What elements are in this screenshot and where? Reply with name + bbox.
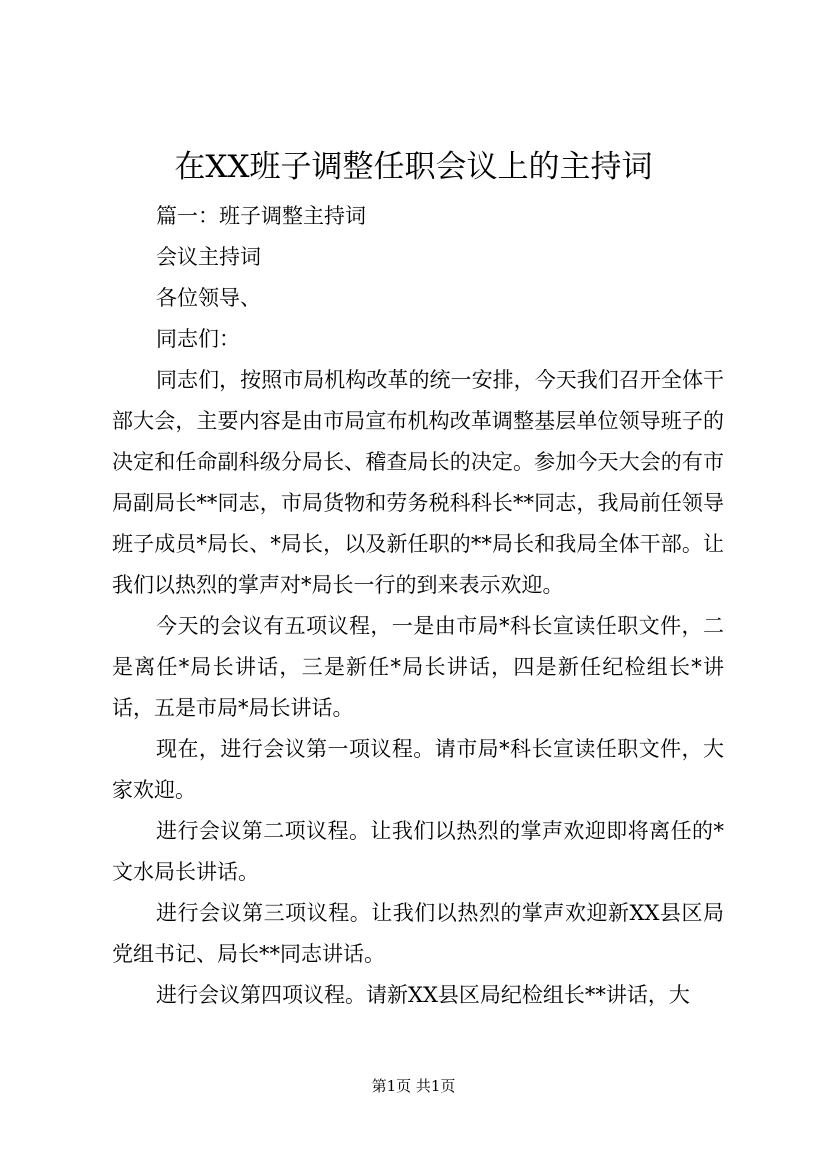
paragraph-item-two: 进行会议第二项议程。让我们以热烈的掌声欢迎即将离任的*文水局长讲话。 (112, 819, 724, 884)
document-title: 在XX班子调整任职会议上的主持词 (174, 149, 653, 185)
paragraph-heading: 篇一：班子调整主持词 (156, 204, 366, 228)
paragraph-opening: 同志们，按照市局机构改革的统一安排，今天我们召开全体干部大会，主要内容是由市局宣布机构改革调整基层单位领导班子的决定和任命副科级分局长、稽查局长的决定。参加今天大会的有市局副局长**同志，市局货物和劳务税科科长**同志，我局前任领导班子成员*局长、*局长，以及新任职的**局长和我局全体干部。让我们以热烈的掌声对*局长一行的到来表示欢迎。 (112, 368, 724, 597)
paragraph-salutation-comrades: 同志们： (156, 327, 240, 351)
paragraph-subheading: 会议主持词 (156, 245, 261, 269)
page-footer: 第1页 共1页 (371, 1077, 456, 1095)
paragraph-agenda: 今天的会议有五项议程，一是由市局*科长宣读任职文件，二是离任*局长讲话，三是新任*局长讲话，四是新任纪检组长*讲话，五是市局*局长讲话。 (112, 614, 724, 720)
paragraph-item-one: 现在，进行会议第一项议程。请市局*科长宣读任职文件，大家欢迎。 (112, 737, 724, 802)
paragraph-item-four: 进行会议第四项议程。请新XX县区局纪检组长**讲话，大 (156, 983, 690, 1007)
document-body (112, 196, 724, 1016)
paragraph-salutation-leaders: 各位领导、 (156, 286, 261, 310)
paragraph-item-three: 进行会议第三项议程。让我们以热烈的掌声欢迎新XX县区局党组书记、局长**同志讲话。 (112, 901, 724, 966)
